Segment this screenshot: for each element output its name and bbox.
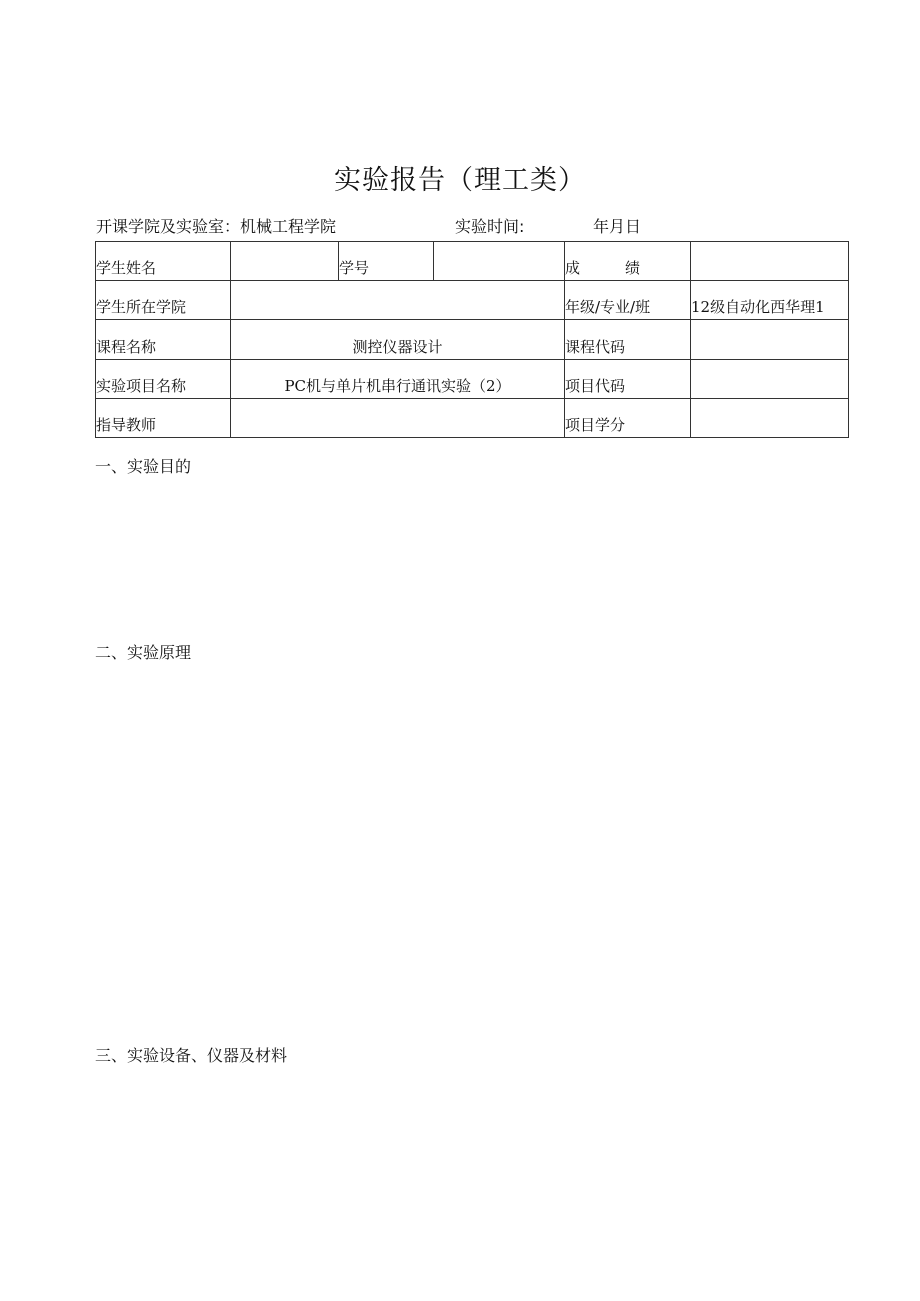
table-row (96, 242, 849, 281)
college-lab-label: 开课学院及实验室：机械工程学院 (96, 217, 337, 236)
student-id-value[interactable] (434, 242, 565, 281)
instructor-value[interactable] (231, 398, 565, 437)
section-heading-equipment: 三、实验设备、仪器及材料 (95, 1046, 288, 1065)
grade-value[interactable] (691, 242, 849, 281)
student-college-value[interactable] (231, 281, 565, 320)
course-code-label: 课程代码 (565, 320, 691, 359)
student-name-value[interactable] (231, 242, 339, 281)
project-code-value[interactable] (691, 359, 849, 398)
table-row (96, 359, 849, 398)
project-credit-label: 项目学分 (565, 398, 691, 437)
course-code-value[interactable] (691, 320, 849, 359)
section-heading-principle: 二、实验原理 (95, 643, 192, 662)
table-row (96, 398, 849, 437)
student-name-label: 学生姓名 (96, 242, 231, 281)
class-value[interactable]: 12级自动化西华理1 (691, 281, 849, 320)
student-college-label: 学生所在学院 (96, 281, 231, 320)
experiment-time-label: 实验时间: (455, 217, 525, 236)
course-name-value[interactable]: 测控仪器设计 (231, 320, 565, 359)
grade-label: 成 绩 (565, 242, 691, 281)
section-heading-purpose: 一、实验目的 (95, 457, 192, 476)
project-code-label: 项目代码 (565, 359, 691, 398)
project-name-value[interactable]: PC机与单片机串行通讯实验（2） (231, 359, 565, 398)
class-label: 年级/专业/班 (565, 281, 691, 320)
info-table (95, 241, 849, 438)
student-id-label: 学号 (339, 242, 434, 281)
table-row (96, 320, 849, 359)
project-credit-value[interactable] (691, 398, 849, 437)
project-name-label: 实验项目名称 (96, 359, 231, 398)
table-row (96, 281, 849, 320)
experiment-date: 年月日 (593, 217, 642, 236)
course-name-label: 课程名称 (96, 320, 231, 359)
report-title: 实验报告（理工类） (334, 165, 586, 196)
instructor-label: 指导教师 (96, 398, 231, 437)
